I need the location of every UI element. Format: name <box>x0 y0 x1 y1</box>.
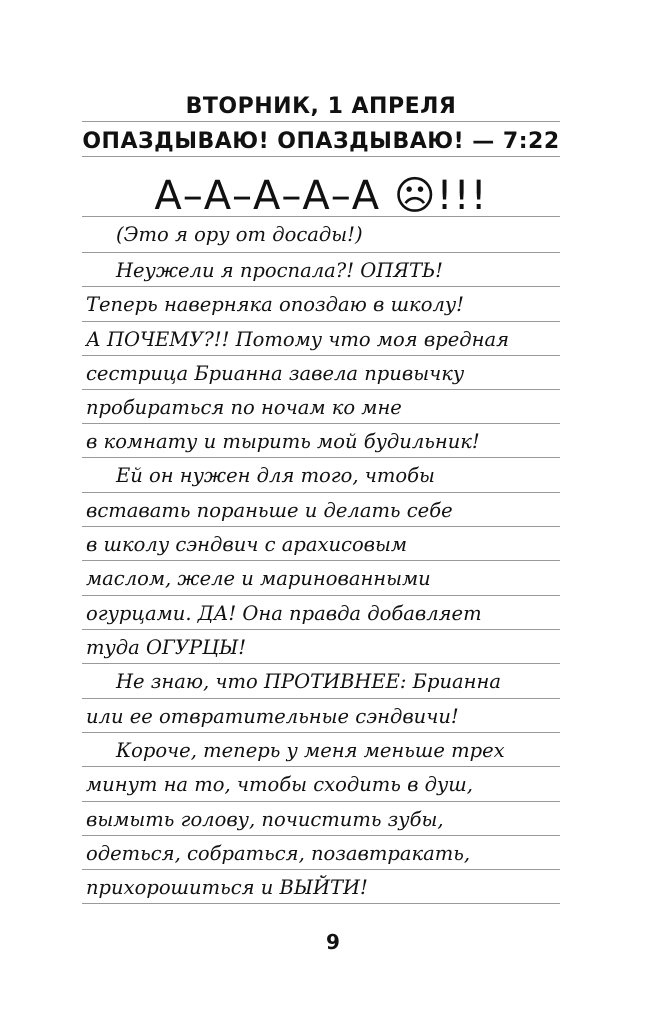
rule-line <box>82 903 560 904</box>
rule-line <box>82 698 560 699</box>
text-line: в школу сэндвич с арахисовым <box>86 533 408 556</box>
rule-line <box>82 869 560 870</box>
text-line: огурцами. ДА! Она правда добавляет <box>86 602 482 625</box>
text-line: Ей он нужен для того, чтобы <box>116 464 435 487</box>
text-line: или ее отвратительные сэндвичи! <box>86 705 459 728</box>
page-number: 9 <box>326 930 340 954</box>
rule-line <box>82 629 560 630</box>
rule-line <box>82 423 560 424</box>
rule-line <box>82 663 560 664</box>
text-line: Теперь наверняка опоздаю в школу! <box>86 293 465 316</box>
text-line: маслом, желе и маринованными <box>86 567 431 590</box>
rule-line <box>82 121 560 122</box>
shout-line: А–А–А–А–А ☹!!! <box>154 173 488 219</box>
text-line: вставать пораньше и делать себе <box>86 499 453 522</box>
text-line: в комнату и тырить мой будильник! <box>86 430 480 453</box>
rule-line <box>82 321 560 322</box>
rule-line <box>82 595 560 596</box>
rule-line <box>82 801 560 802</box>
text-line: одеться, собраться, позавтракать, <box>86 842 471 865</box>
rule-line <box>82 457 560 458</box>
rule-line <box>82 526 560 527</box>
text-line: туда ОГУРЦЫ! <box>86 636 247 659</box>
text-line: прихорошиться и ВЫЙТИ! <box>86 876 368 899</box>
rule-line <box>82 156 560 157</box>
diary-time-heading: ОПАЗДЫВАЮ! ОПАЗДЫВАЮ! — 7:22 <box>82 129 560 154</box>
text-line: (Это я ору от досады!) <box>116 223 363 246</box>
text-line: Не знаю, что ПРОТИВНЕЕ: Брианна <box>116 670 501 693</box>
rule-line <box>82 286 560 287</box>
diary-date-heading: ВТОРНИК, 1 АПРЕЛЯ <box>185 94 457 119</box>
rule-line <box>82 732 560 733</box>
text-line: минут на то, чтобы сходить в душ, <box>86 773 473 796</box>
rule-line <box>82 492 560 493</box>
rule-line <box>82 835 560 836</box>
rule-line <box>82 355 560 356</box>
text-line: А ПОЧЕМУ?!! Потому что моя вредная <box>86 328 509 351</box>
text-line: сестрица Брианна завела привычку <box>86 362 465 385</box>
text-line: Неужели я проспала?! ОПЯТЬ! <box>116 259 443 282</box>
rule-line <box>82 560 560 561</box>
text-line: пробираться по ночам ко мне <box>86 396 402 419</box>
text-line: вымыть голову, почистить зубы, <box>86 808 444 831</box>
text-line: Короче, теперь у меня меньше трех <box>116 739 505 762</box>
rule-line <box>82 252 560 253</box>
rule-line <box>82 389 560 390</box>
rule-line <box>82 766 560 767</box>
